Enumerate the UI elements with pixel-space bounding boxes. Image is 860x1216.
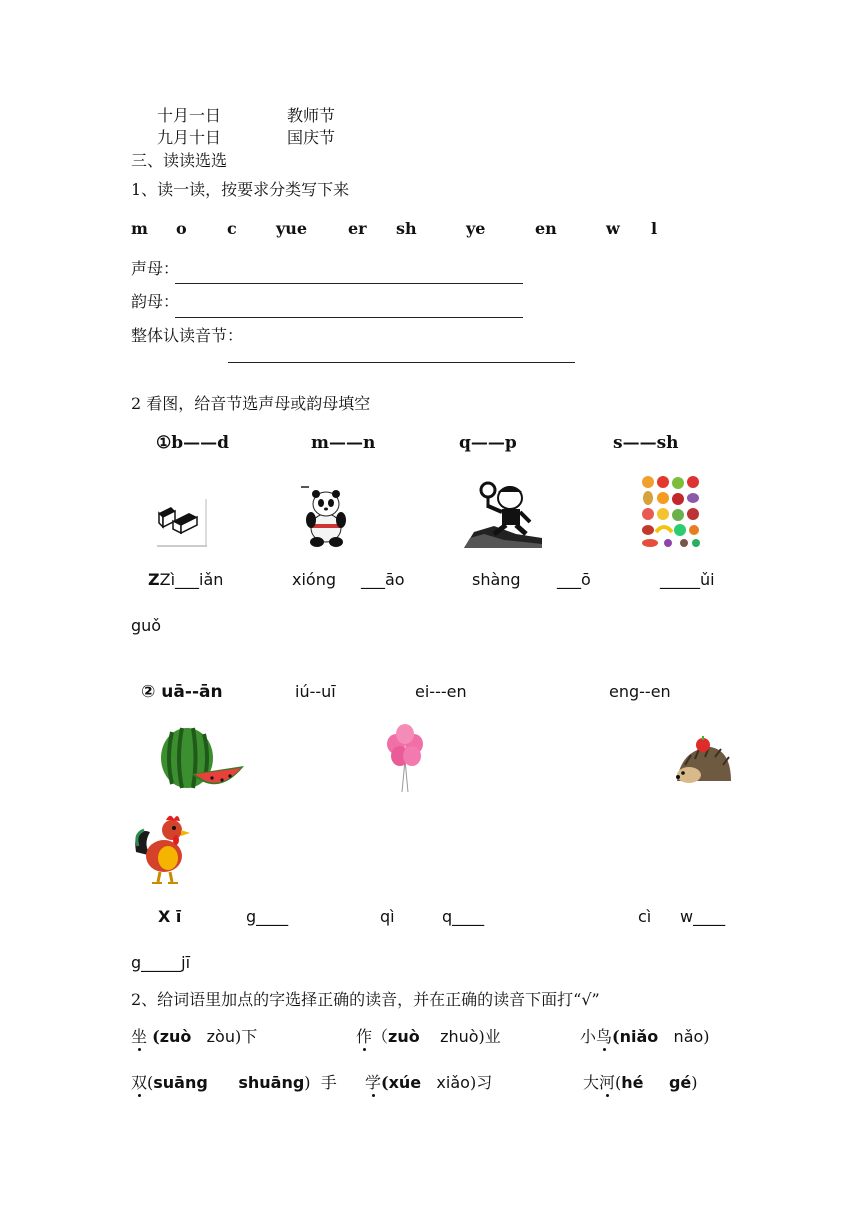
letter-item: l (651, 219, 658, 238)
zhengti-label: 整体认读音节： (131, 326, 244, 345)
pinyin-qi: qì (380, 907, 395, 926)
q1-instruction: 1、读一读，按要求分类写下来 (131, 180, 350, 199)
rooster-icon (132, 812, 192, 886)
yunmu-label: 韵母： (131, 292, 180, 311)
letter-item: m (131, 219, 148, 238)
pinyin-ci: cì (638, 907, 652, 926)
letter-item: sh (396, 219, 417, 238)
letter-item: o (176, 219, 187, 238)
letter-item: en (535, 219, 557, 238)
option-m-n: m——n (311, 433, 376, 453)
letter-item: yue (276, 219, 308, 238)
teachers-day: 教师节 (287, 106, 336, 125)
date-oct-1: 十月一日 (157, 106, 222, 125)
fruits-icon (638, 474, 704, 548)
shengmu-label: 声母： (131, 259, 180, 278)
pinyin-option[interactable]: suāng (153, 1073, 208, 1092)
yunmu-answer-line[interactable] (175, 317, 523, 318)
q2-instruction: 2 看图，给音节选声母或韵母填空 (131, 394, 371, 413)
dotted-char: 坐 (131, 1027, 148, 1046)
blank-mao[interactable]: ___āo (361, 570, 405, 589)
dotted-char: 学 (365, 1073, 382, 1092)
climbing-boy-icon (464, 476, 542, 548)
pronounce-item-xue: 学(xúe xiǎo)习 (365, 1073, 493, 1092)
pinyin-option[interactable]: zuò (388, 1027, 420, 1046)
pronounce-item-zuoye: 作（zuò zhuò)业 (356, 1027, 501, 1046)
letter-item: c (227, 219, 237, 238)
pinyin-option[interactable]: gé (668, 1073, 692, 1092)
dictionary-icon (155, 497, 209, 549)
letter-item: ye (466, 219, 486, 238)
pinyin-option[interactable]: shuāng (238, 1073, 305, 1092)
pronounce-item-niao: 小鸟(niǎo nǎo) (580, 1027, 710, 1046)
pinyin-xi: X ī (158, 907, 182, 926)
pinyin-option[interactable]: nǎo (673, 1027, 704, 1046)
option-eng-en: eng--en (609, 682, 671, 701)
option-q-p: q——p (459, 433, 517, 453)
blank-gongji[interactable]: g_____jī (131, 953, 191, 972)
letter-item: w (606, 219, 620, 238)
balloons-icon (382, 724, 428, 792)
panda-icon (299, 486, 353, 548)
pronounce-item-zuo: 坐 (zuò zòu)下 (131, 1027, 258, 1046)
dotted-char: 双 (131, 1073, 148, 1092)
pinyin-option[interactable]: niǎo (619, 1027, 659, 1046)
option-ua-an: ② uā--ān (141, 682, 223, 702)
letter-item: er (348, 219, 367, 238)
option-b-d: ①b——d (156, 433, 230, 453)
pinyin-option[interactable]: xiǎo (436, 1073, 470, 1092)
dotted-char: 作 (356, 1027, 373, 1046)
pinyin-option[interactable]: zòu (206, 1027, 235, 1046)
shengmu-answer-line[interactable] (175, 283, 523, 284)
section3-title: 三、读读选选 (131, 151, 228, 170)
pinyin-option[interactable]: xúe (388, 1073, 422, 1092)
pinyin-option[interactable]: zuò (159, 1027, 192, 1046)
blank-wei[interactable]: w____ (680, 907, 726, 926)
pinyin-guo: guǒ (131, 616, 162, 635)
option-s-sh: s——sh (613, 433, 679, 453)
date-sep-10: 九月十日 (157, 128, 222, 147)
pinyin-xiong: xióng (292, 570, 336, 589)
hedgehog-icon (673, 735, 733, 789)
dotted-char: 河 (599, 1073, 616, 1092)
pronounce-item-shuang: 双(suāng shuāng) 手 (131, 1073, 337, 1092)
blank-gua[interactable]: g____ (246, 907, 289, 926)
pinyin-option[interactable]: hé (621, 1073, 644, 1092)
blank-zidian[interactable]: ZZì___iǎn (148, 570, 224, 589)
blank-qiu[interactable]: q____ (442, 907, 485, 926)
blank-po[interactable]: ___ō (557, 570, 591, 589)
dotted-char: 鸟 (596, 1027, 613, 1046)
zhengti-answer-line[interactable] (228, 362, 575, 363)
pinyin-shang: shàng (472, 570, 521, 589)
pronounce-item-he: 大河(hé gé) (583, 1073, 698, 1092)
q3-instruction: 2、给词语里加点的字选择正确的读音，并在正确的读音下面打“√” (131, 990, 600, 1009)
option-ei-en: ei---en (415, 682, 467, 701)
pinyin-option[interactable]: zhuò (440, 1027, 479, 1046)
blank-shui[interactable]: _____ǔi (660, 570, 715, 589)
watermelon-icon (160, 724, 246, 792)
national-day: 国庆节 (287, 128, 336, 147)
option-iu-ui: iú--uī (295, 682, 336, 701)
